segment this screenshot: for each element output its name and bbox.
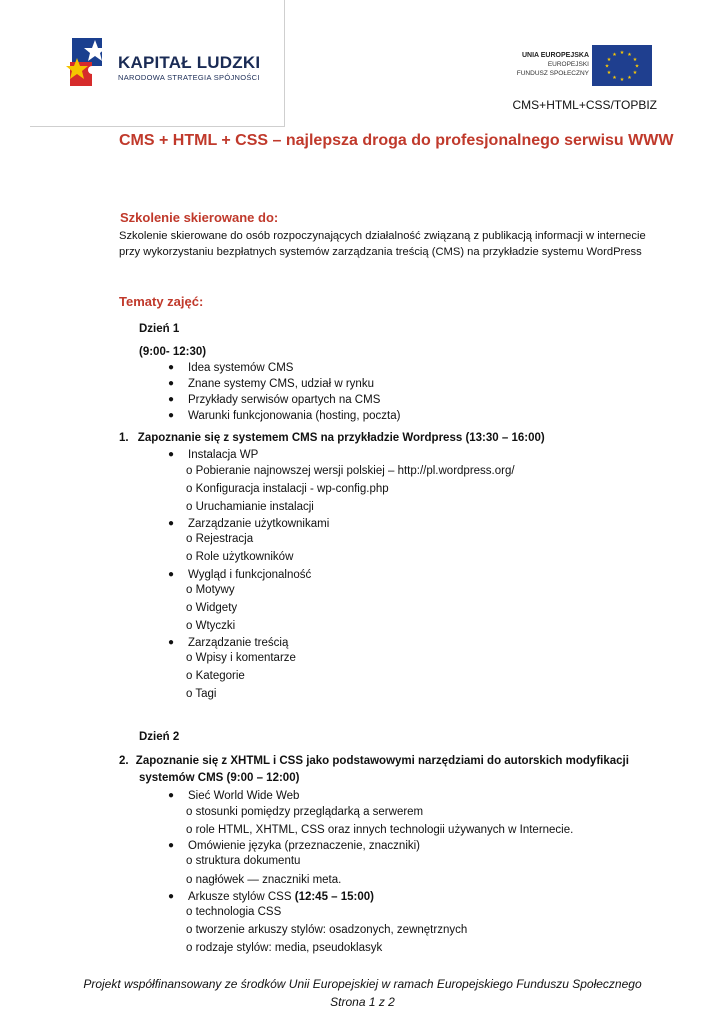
document-code: CMS+HTML+CSS/TOPBIZ [512, 98, 657, 112]
list-item: ● Arkusze stylów CSS (12:45 – 15:00) [168, 891, 375, 903]
bullet-icon: ● [168, 449, 175, 460]
svg-text:★: ★ [612, 75, 617, 81]
bullet-icon: ● [168, 378, 175, 389]
topics-heading: Tematy zajęć: [119, 294, 204, 309]
svg-text:★: ★ [619, 77, 625, 83]
sub-list-item: o Kategorie [186, 670, 245, 682]
page-number: Strona 1 z 2 [330, 995, 395, 1009]
day-1-label: Dzień 1 [139, 323, 180, 335]
sub-list-item: o Widgety [186, 602, 238, 614]
sub-list-item: o technologia CSS [186, 906, 282, 918]
bullet-icon: ● [168, 410, 175, 421]
sub-list-item: o Wpisy i komentarze [186, 652, 296, 664]
footer-text: Projekt współfinansowany ze środków Unii Europejskiej w ramach Europejskiego Funduszu Społecznego [83, 977, 642, 991]
list-item: ● Zarządzanie użytkownikami [168, 518, 330, 530]
sub-list-item: o tworzenie arkuszy stylów: osadzonych, zewnętrznych [186, 924, 468, 936]
sub-list-item: o nagłówek — znaczniki meta. [186, 874, 342, 886]
sub-list-item: o role HTML, XHTML, CSS oraz innych technologii używanych w Internecie. [186, 824, 574, 836]
section-2-heading: 2. Zapoznanie się z XHTML i CSS jako podstawowymi narzędziami do autorskich modyfikacji [119, 755, 629, 767]
sub-list-item: o Tagi [186, 688, 217, 700]
list-item: ● Omówienie języka (przeznaczenie, znaczniki) [168, 840, 421, 852]
list-item: ● Sieć World Wide Web [168, 790, 300, 802]
list-item: ● Zarządzanie treścią [168, 637, 289, 649]
section-1-heading: 1. Zapoznanie się z systemem CMS na przykładzie Wordpress (13:30 – 16:00) [119, 432, 545, 444]
bullet-icon: ● [168, 569, 175, 580]
kapital-ludzki-star-logo [62, 36, 112, 90]
svg-text:★: ★ [606, 70, 612, 76]
svg-text:★: ★ [632, 70, 638, 76]
day-2-label: Dzień 2 [139, 731, 180, 743]
bullet-icon: ● [168, 891, 175, 902]
sub-list-item: o Rejestracja [186, 533, 254, 545]
svg-text:★: ★ [627, 75, 632, 81]
list-item: ● Wygląd i funkcjonalność [168, 569, 312, 581]
svg-text:★: ★ [619, 50, 625, 56]
svg-text:★: ★ [632, 57, 638, 63]
bullet-icon: ● [168, 840, 175, 851]
bullet-icon: ● [168, 362, 175, 373]
list-item: ● Przykłady serwisów opartych na CMS [168, 394, 381, 406]
target-line-2: przy wykorzystaniu bezpłatnych systemów zarządzania treścią (CMS) na przykładzie systemu WordPress [119, 246, 642, 258]
bullet-icon: ● [168, 637, 175, 648]
logo-title: KAPITAŁ LUDZKI [118, 53, 261, 72]
bullet-icon: ● [168, 394, 175, 405]
svg-text:★: ★ [606, 57, 612, 63]
eu-label [517, 51, 589, 78]
section-2-heading-line-2: systemów CMS (9:00 – 12:00) [139, 772, 300, 784]
eu-line-1: UNIA EUROPEJSKA [521, 52, 589, 59]
svg-text:★: ★ [604, 63, 610, 70]
sub-list-item: o Konfiguracja instalacji - wp-config.php [186, 483, 389, 495]
list-item: ● Znane systemy CMS, udział w rynku [168, 378, 374, 390]
target-line-1: Szkolenie skierowane do osób rozpoczynających działalność związaną z publikacją informacji w internecie [119, 230, 646, 242]
list-item: ● Idea systemów CMS [168, 362, 294, 374]
svg-text:★: ★ [612, 52, 617, 58]
sub-list-item: o Pobieranie najnowszej wersji polskiej – http://pl.wordpress.org/ [186, 465, 515, 477]
list-item: ● Instalacja WP [168, 449, 259, 461]
day-1-time: (9:00- 12:30) [139, 346, 207, 358]
logo-subtitle: NARODOWA STRATEGIA SPÓJNOŚCI [118, 73, 260, 82]
sub-list-item: o Motywy [186, 584, 235, 596]
sub-list-item: o Uruchamianie instalacji [186, 501, 314, 513]
list-item: ● Warunki funkcjonowania (hosting, poczta) [168, 410, 401, 422]
sub-list-item: o Wtyczki [186, 620, 236, 632]
svg-text:★: ★ [634, 63, 640, 70]
target-heading: Szkolenie skierowane do: [120, 210, 279, 225]
eu-flag-icon [592, 45, 652, 86]
svg-text:★: ★ [627, 52, 632, 58]
sub-list-item: o struktura dokumentu [186, 855, 301, 867]
sub-list-item: o rodzaje stylów: media, pseudoklasyk [186, 942, 383, 954]
sub-list-item: o Role użytkowników [186, 551, 294, 563]
bullet-icon: ● [168, 518, 175, 529]
eu-line-3: FUNDUSZ SPOŁECZNY [516, 70, 589, 77]
sub-list-item: o stosunki pomiędzy przeglądarką a serwerem [186, 806, 424, 818]
page-title: CMS + HTML + CSS – najlepsza droga do profesjonalnego serwisu WWW [119, 132, 674, 149]
eu-line-2: EUROPEJSKI [547, 61, 589, 68]
bullet-icon: ● [168, 790, 175, 801]
